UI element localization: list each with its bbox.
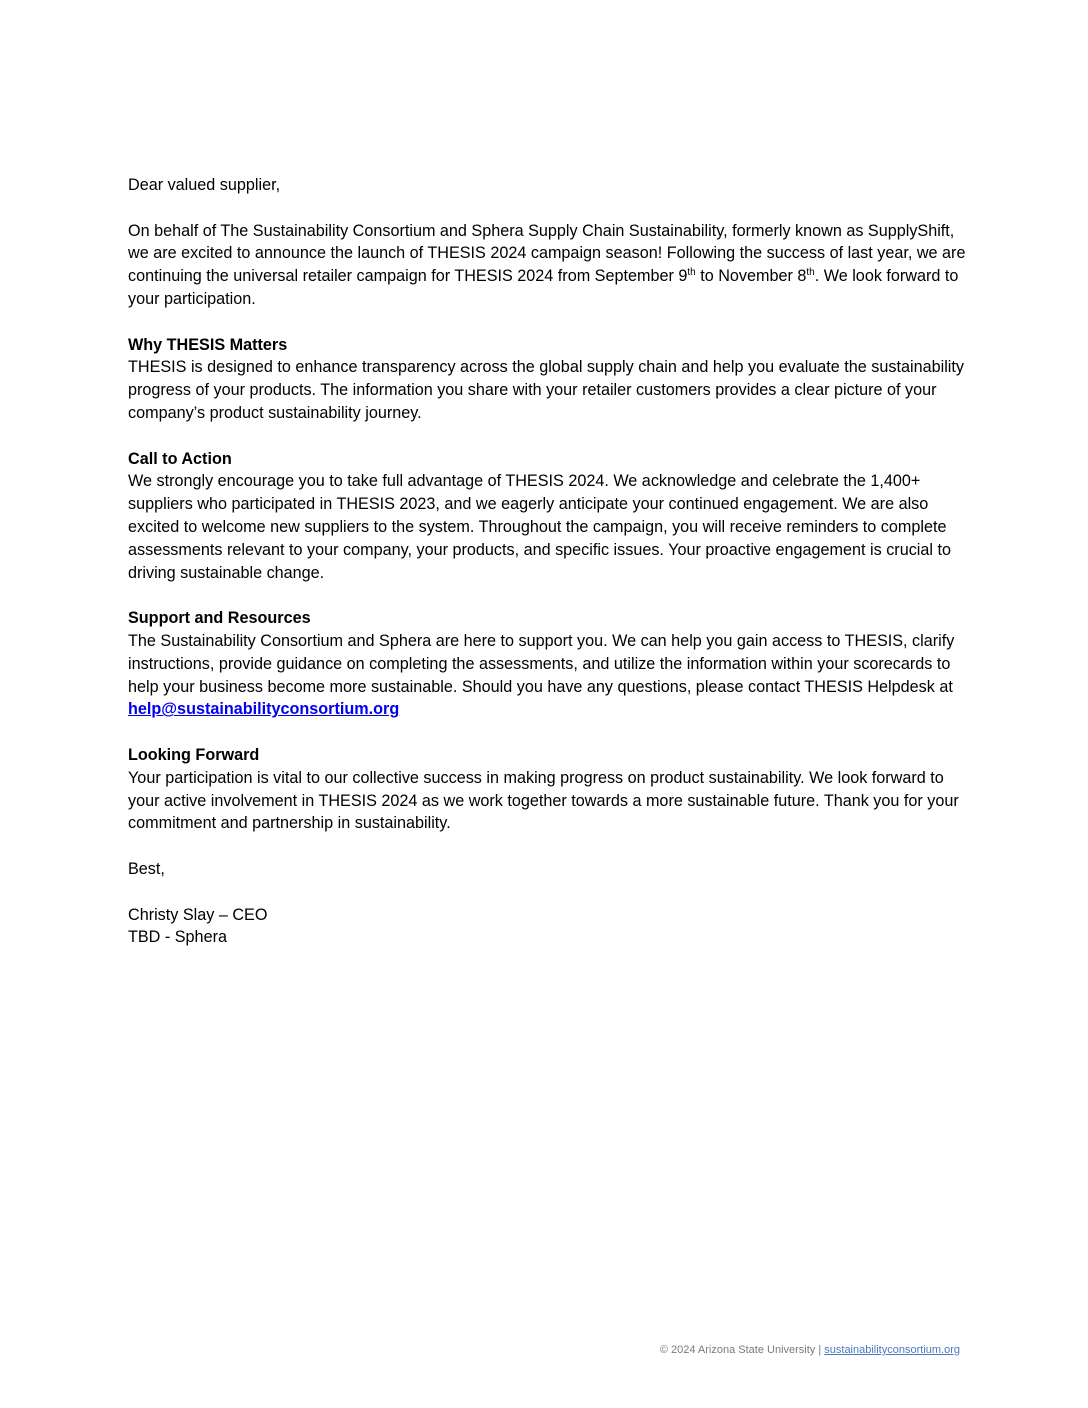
section-heading-why-thesis: Why THESIS Matters bbox=[128, 335, 288, 354]
greeting: Dear valued supplier, bbox=[128, 176, 281, 194]
section-body-looking-forward: Your participation is vital to our collective success in making progress on product sustainability. We look forward to your active involvement in THESIS 2024 as we work together towards a more sustainable future. Thank you for your commitment and partnership in sustainability. bbox=[128, 768, 959, 833]
signature-line-2: TBD - Sphera bbox=[128, 928, 227, 947]
intro-paragraph: On behalf of The Sustainability Consortium and Sphera Supply Chain Sustainability, formerly known as SupplyShift, we are excited to announce the launch of THESIS 2024 campaign season! Following the success of last year, we are continuing the universal retailer campaign for THESIS 2024 from September 9th to November 8th. We look forward to your participation. bbox=[128, 221, 966, 308]
closing: Best, bbox=[128, 859, 165, 878]
ordinal-suffix: th bbox=[806, 267, 815, 279]
section-body-support: The Sustainability Consortium and Sphera are here to support you. We can help you gain access to THESIS, clarify instructions, provide guidance on completing the assessments, and utilize the information within your scorecards to help your business become more sustainable. Should you have any questions, please contact THESIS Helpdesk at help@sustainabilityconsortium.org bbox=[128, 631, 955, 719]
section-heading-call-to-action: Call to Action bbox=[128, 449, 232, 468]
ordinal-suffix: th bbox=[687, 267, 696, 279]
letter-body bbox=[128, 174, 968, 949]
footer-website-link[interactable]: sustainabilityconsortium.org bbox=[824, 1344, 960, 1356]
section-heading-support: Support and Resources bbox=[128, 609, 311, 628]
section-body-call-to-action: We strongly encourage you to take full advantage of THESIS 2024. We acknowledge and celebrate the 1,400+ suppliers who participated in THESIS 2023, and we eagerly anticipate your continued engagement. We are also excited to welcome new suppliers to the system. Throughout the campaign, you will receive reminders to complete assessments relevant to your company, your products, and specific issues. Your proactive engagement is crucial to driving sustainable change. bbox=[128, 472, 951, 582]
section-body-why-thesis: THESIS is designed to enhance transparency across the global supply chain and help you evaluate the sustainability progress of your products. The information you share with your retailer customers provides a clear picture of your company’s product sustainability journey. bbox=[128, 358, 964, 422]
helpdesk-email-link[interactable]: help@sustainabilityconsortium.org bbox=[128, 700, 400, 719]
footer-copyright: © 2024 Arizona State University | bbox=[659, 1344, 825, 1356]
page-footer bbox=[660, 1343, 960, 1357]
section-heading-looking-forward: Looking Forward bbox=[128, 745, 260, 764]
signature-line-1: Christy Slay – CEO bbox=[128, 905, 268, 924]
